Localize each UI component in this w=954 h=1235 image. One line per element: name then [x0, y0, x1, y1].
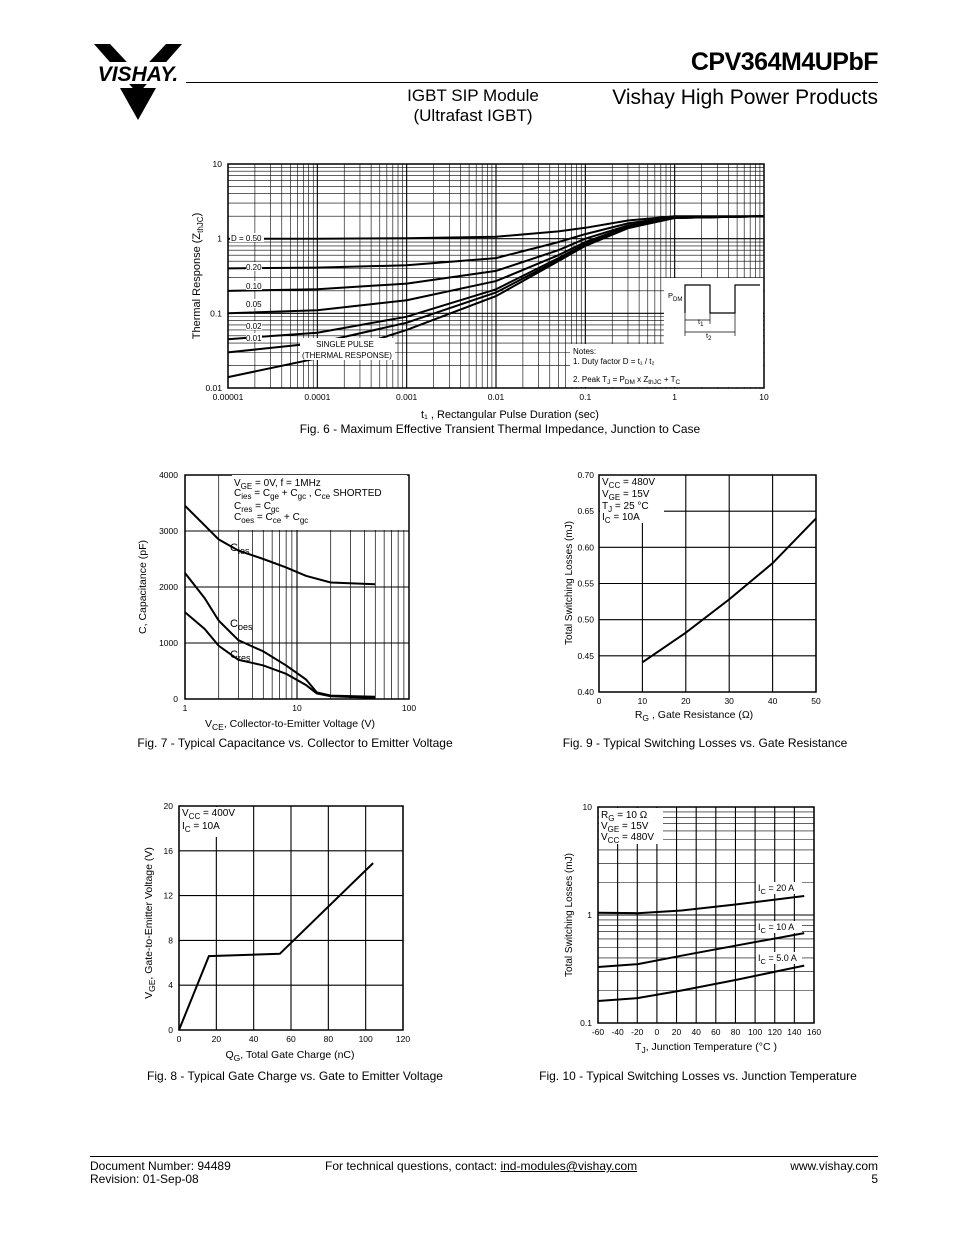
fig10-x-tick: 20 — [671, 1027, 682, 1037]
fig8-chart — [140, 795, 420, 1065]
contact-email-link[interactable]: ind-modules@vishay.com — [500, 1159, 638, 1173]
fig8-cond: $V_{CC} = 400V$ — [182, 808, 235, 821]
fig7-y-tick: 4000 — [159, 470, 178, 480]
fig10-x-tick: -60 — [591, 1027, 605, 1037]
fig10-x-tick: 60 — [711, 1027, 721, 1037]
fig6-ylabel: Thermal Response $(Z_{thJC})$ — [191, 212, 205, 340]
fig10-x-tick: 100 — [747, 1027, 763, 1037]
fig10-x-tick: 120 — [767, 1027, 782, 1037]
fig6-y-tick: 0.01 — [205, 383, 222, 393]
fig6-curve-label: 0.01 — [246, 334, 262, 343]
fig7-cond: $C_{res} = C_{gc}$ — [234, 501, 280, 514]
fig8-x-tick: 20 — [211, 1034, 222, 1044]
fig8-caption: Fig. 8 - Typical Gate Charge vs. Gate to Emitter Voltage — [147, 1069, 443, 1083]
fig7-x-tick: 10 — [292, 703, 302, 713]
fig9-x-tick: 0 — [596, 696, 602, 706]
fig10-ylabel: Total Switching Losses (mJ) — [564, 853, 575, 977]
fig9-caption: Fig. 9 - Typical Switching Losses vs. Gate Resistance — [562, 736, 848, 750]
series-line — [185, 573, 375, 697]
fig9-x-tick: 30 — [724, 696, 734, 706]
fig6-x-tick: 1 — [672, 392, 678, 402]
fig8-x-tick: 0 — [176, 1034, 182, 1044]
website-link[interactable]: www.vishay.com — [790, 1159, 878, 1173]
fig6-curve-label: 0.20 — [246, 263, 262, 272]
fig9-y-tick: 0.60 — [577, 542, 594, 553]
fig8-y-tick: 12 — [163, 890, 173, 901]
fig10-cond: $V_{CC} = 480V$ — [601, 832, 654, 845]
fig10-y-tick: 10 — [582, 802, 592, 812]
vishay-logo-graphic — [88, 44, 188, 122]
fig7-cond: $C_{oes} = C_{ce} + C_{gc}$ — [234, 512, 309, 525]
fig6-pdm-label: $P_{DM}$ — [668, 291, 683, 303]
fig10-caption: Fig. 10 - Typical Switching Losses vs. Junction Temperature — [539, 1069, 857, 1083]
fig10-curve-label: $I_C = 10$ A — [758, 922, 795, 935]
fig7-y-tick: 2000 — [159, 582, 178, 592]
fig7-x-tick: 100 — [401, 703, 417, 713]
fig10-cond: $R_G = 10$ Ω — [601, 810, 648, 823]
fig10-x-tick: 160 — [806, 1027, 822, 1037]
fig6-x-tick: 0.1 — [579, 392, 592, 402]
product-type — [400, 86, 546, 126]
fig9-xlabel: $R_G$ , Gate Resistance (Ω) — [634, 709, 754, 723]
brand-line: Vishay High Power Products — [612, 86, 878, 109]
fig6-y-tick: 0.1 — [210, 308, 222, 319]
fig9-ylabel: Total Switching Losses (mJ) — [564, 521, 575, 645]
footer-contact — [325, 1160, 637, 1173]
fig7-ylabel: C, Capacitance (pF) — [137, 540, 149, 634]
fig10-x-tick: 80 — [730, 1027, 741, 1037]
fig6-t1-label: $t_1$ — [698, 317, 704, 328]
product-type-line2: (Ultrafast IGBT) — [413, 106, 533, 125]
fig8-ylabel: $V_{GE}$, Gate-to-Emitter Voltage (V) — [143, 847, 157, 999]
fig6-x-tick: 0.0001 — [304, 392, 331, 402]
fig9-cond: $T_J$ = 25 °C — [602, 501, 649, 514]
fig9-y-tick: 0.50 — [577, 614, 594, 625]
fig6-note1: 1. Duty factor D = t₁ / t₂ — [573, 357, 655, 366]
fig6-xlabel: t₁ , Rectangular Pulse Duration (sec) — [421, 409, 599, 421]
fig10-xlabel: $T_J$, Junction Temperature (°C ) — [635, 1041, 777, 1055]
fig8-y-tick: 0 — [168, 1025, 173, 1035]
series-line — [179, 863, 373, 1030]
fig6-curve-label: 0.10 — [246, 282, 262, 291]
fig7-xlabel: $V_{CE}$, Collector-to-Emitter Voltage (V) — [205, 718, 375, 732]
fig9-chart — [560, 465, 840, 730]
fig6-notes-title: Notes: — [573, 347, 597, 356]
fig10-curve-label: $I_C = 5.0$ A — [758, 953, 797, 966]
fig9-y-tick: 0.55 — [577, 578, 594, 589]
fig8-xlabel: $Q_G$, Total Gate Charge (nC) — [225, 1049, 355, 1063]
fig9-y-tick: 0.40 — [577, 687, 594, 697]
fig7-curve-label: $C_{ies}$ — [230, 542, 250, 556]
revision: Revision: 01-Sep-08 — [90, 1172, 199, 1186]
fig7-curve-label: $C_{oes}$ — [230, 618, 253, 632]
footer-rule — [90, 1156, 878, 1157]
doc-number: Document Number: 94489 — [90, 1159, 231, 1173]
footer-doc-info — [90, 1160, 231, 1186]
contact-text: For technical questions, contact: — [325, 1159, 501, 1173]
header-rule — [186, 82, 878, 83]
fig10-x-tick: -20 — [631, 1027, 644, 1037]
series-line — [185, 612, 375, 698]
fig8-x-tick: 100 — [358, 1034, 373, 1044]
fig9-x-tick: 50 — [811, 696, 821, 706]
fig6-x-tick: 0.01 — [487, 392, 505, 402]
fig9-x-tick: 40 — [767, 696, 778, 706]
fig9-y-tick: 0.65 — [577, 506, 594, 517]
fig7-cond: $C_{ies} = C_{ge} + C_{gc}$ , $C_{ce}$ SHORTED — [234, 488, 382, 501]
series-line — [598, 896, 804, 913]
fig8-cond: $I_C = 10A$ — [182, 821, 220, 834]
fig10-chart — [560, 797, 840, 1062]
fig9-cond: $V_{CC} = 480V$ — [602, 477, 655, 490]
fig8-x-tick: 80 — [323, 1034, 334, 1044]
fig8-y-tick: 4 — [168, 980, 173, 991]
footer-right — [790, 1160, 878, 1186]
fig6-x-tick: 10 — [759, 392, 769, 402]
fig9-y-tick: 0.45 — [577, 650, 594, 661]
fig8-y-tick: 20 — [163, 801, 173, 811]
fig10-y-tick: 1 — [587, 910, 592, 920]
fig7-curve-label: $C_{res}$ — [230, 649, 251, 663]
vishay-logo — [88, 44, 188, 122]
fig7-y-tick: 3000 — [159, 526, 178, 536]
fig10-cond: $V_{GE} = 15V$ — [601, 821, 649, 834]
fig10-x-tick: 40 — [691, 1027, 701, 1037]
fig9-x-tick: 20 — [681, 696, 691, 706]
series-line — [598, 966, 804, 1001]
fig6-x-tick: 0.001 — [396, 392, 418, 402]
fig8-x-tick: 40 — [248, 1034, 259, 1044]
fig8-x-tick: 120 — [395, 1034, 411, 1044]
fig6-single-pulse-label: SINGLE PULSE — [316, 340, 374, 349]
fig6-single-pulse-label: (THERMAL RESPONSE) — [302, 351, 392, 360]
fig6-y-tick: 1 — [217, 233, 222, 244]
product-type-line1: IGBT SIP Module — [407, 86, 539, 105]
fig6-note2: 2. Peak $T_J = P_{DM}$ x $Z_{thJC} + T_C$ — [573, 375, 681, 386]
fig6-curve-label: D = 0.50 — [231, 234, 262, 243]
fig7-y-tick: 1000 — [159, 638, 178, 648]
page-number: 5 — [871, 1172, 878, 1186]
fig9-x-tick: 10 — [637, 696, 648, 706]
vishay-logo-text: VISHAY. — [97, 63, 179, 86]
fig6-curve-label: 0.02 — [246, 322, 262, 331]
fig7-y-tick: 0 — [173, 694, 178, 704]
fig10-curve-label: $I_C = 20$ A — [758, 883, 795, 896]
fig8-x-tick: 60 — [286, 1034, 296, 1044]
fig10-x-tick: 0 — [654, 1027, 660, 1037]
fig8-y-tick: 8 — [168, 935, 173, 946]
fig7-cond: $V_{GE} = 0V$, f = 1MHz — [234, 478, 321, 491]
fig6-curve-label: 0.05 — [246, 300, 262, 309]
fig9-cond: $I_C$ = 10A — [602, 512, 640, 525]
fig9-y-tick: 0.70 — [577, 470, 594, 480]
fig7-caption: Fig. 7 - Typical Capacitance vs. Collector to Emitter Voltage — [137, 736, 453, 750]
fig8-y-tick: 16 — [163, 845, 173, 856]
fig10-y-tick: 0.1 — [580, 1018, 592, 1028]
fig6-y-tick: 10 — [212, 159, 222, 169]
fig10-x-tick: 140 — [787, 1027, 802, 1037]
fig6-t2-label: $t_2$ — [706, 331, 712, 342]
fig9-cond: $V_{GE} = 15V$ — [602, 489, 650, 502]
fig10-x-tick: -40 — [611, 1027, 624, 1037]
fig7-x-tick: 1 — [182, 703, 188, 713]
part-number: CPV364M4UPbF — [690, 48, 878, 76]
fig6-chart — [180, 150, 780, 440]
fig6-x-tick: 0.00001 — [212, 392, 244, 402]
fig7-chart — [130, 465, 450, 735]
fig6-caption: Fig. 6 - Maximum Effective Transient Thermal Impedance, Junction to Case — [299, 422, 701, 436]
